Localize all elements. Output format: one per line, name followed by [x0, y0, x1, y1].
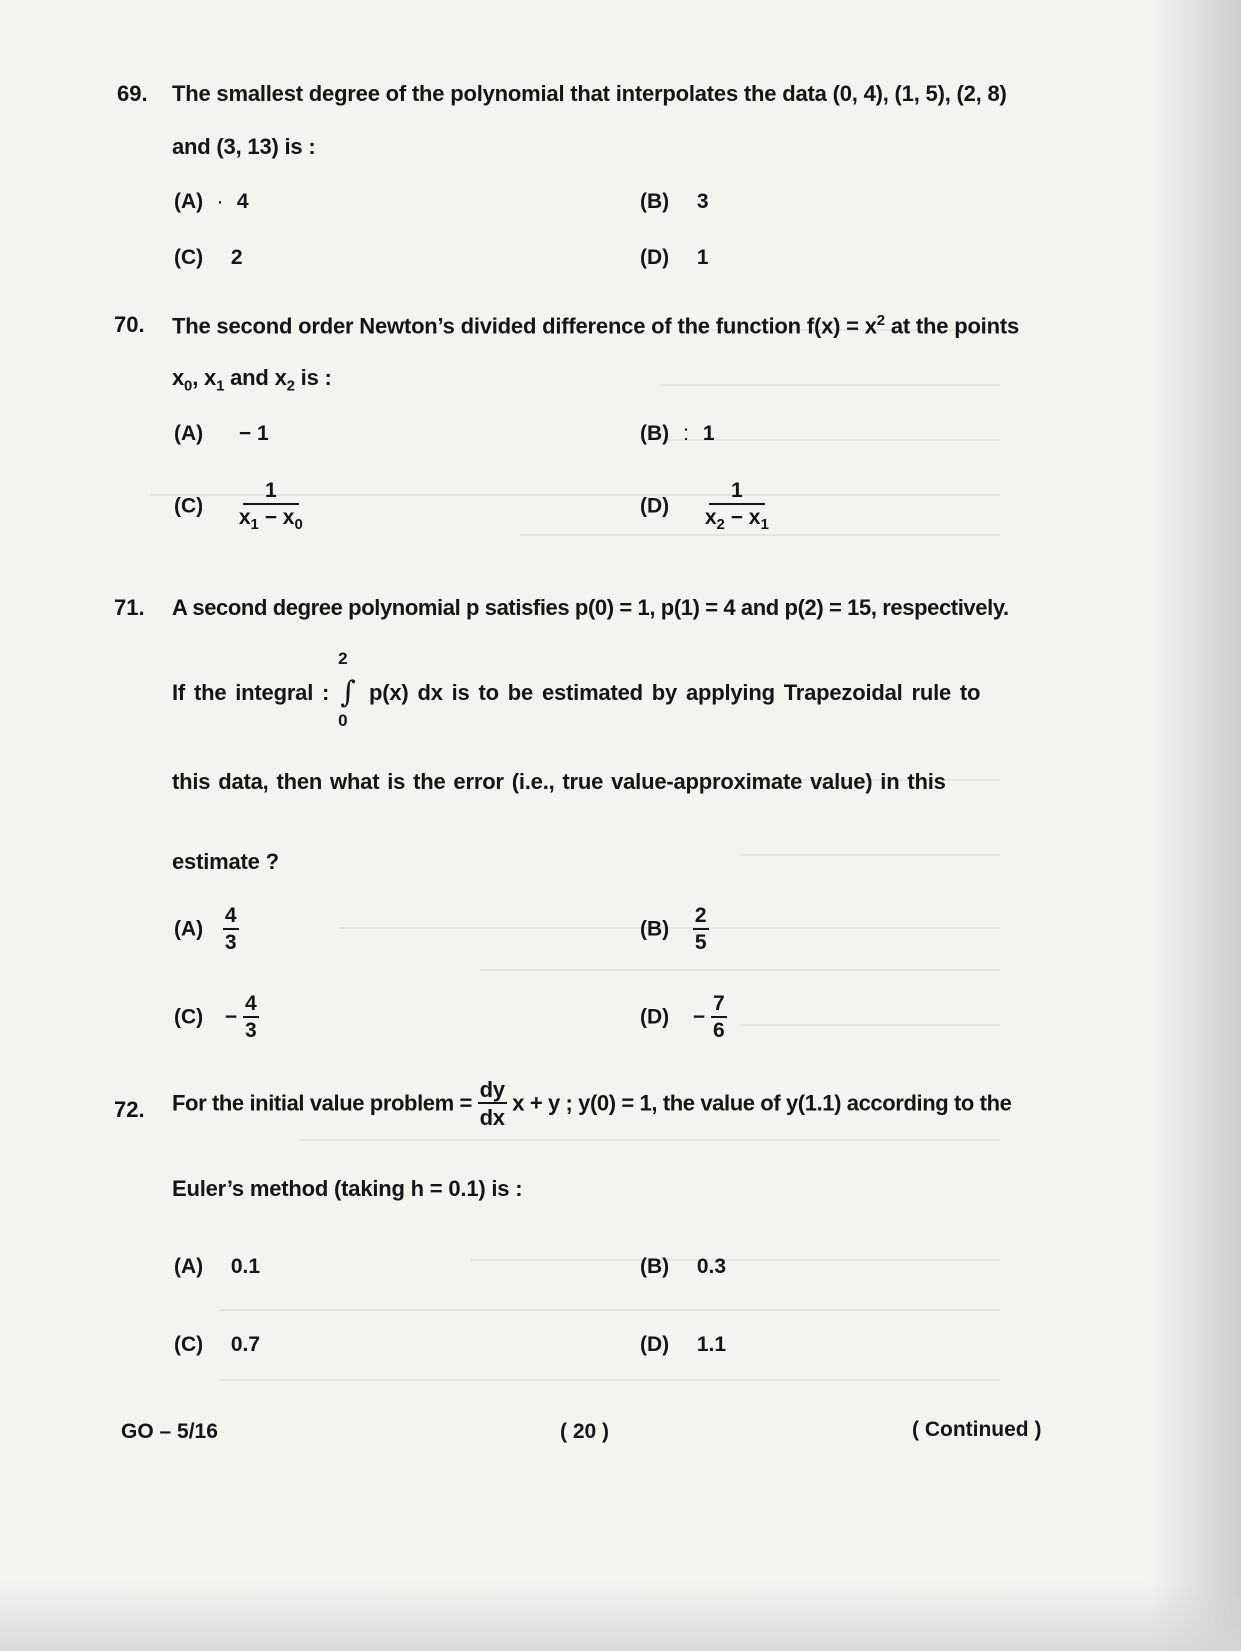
- fraction-numerator: 4: [243, 993, 259, 1018]
- integral-symbol: ∫: [340, 675, 356, 711]
- q72-line1-pre: For the initial value problem =: [172, 1090, 472, 1116]
- question-69-text-line2: and (3, 13) is :: [172, 134, 316, 159]
- option-value: 0.7: [230, 1333, 261, 1356]
- option-value: 2: [230, 246, 243, 269]
- q72-line1-post: x + y ; y(0) = 1, the value of y(1.1) according to the: [512, 1090, 1012, 1116]
- option-value: 0.1: [230, 1255, 261, 1278]
- option-label: (B): [640, 422, 670, 445]
- option-label: (D): [640, 494, 670, 518]
- question-71-text-line4: estimate ?: [172, 849, 279, 874]
- option-label: (B): [640, 190, 670, 213]
- den-sub-b: 1: [760, 516, 769, 534]
- option-b-fraction: [693, 905, 709, 954]
- fraction-numerator: 4: [223, 905, 239, 930]
- den-sub-a: 1: [250, 516, 259, 534]
- q70-superscript: 2: [876, 312, 885, 329]
- fraction-numerator: 1: [709, 480, 765, 505]
- fraction-numerator: 1: [243, 480, 299, 505]
- question-71-text-line1: A second degree polynomial p satisfies p(0) = 1, p(1) = 4 and p(2) = 15, respectively.: [172, 595, 1009, 620]
- question-69-text-line1: The smallest degree of the polynomial that interpolates the data (0, 4), (1, 5), (2, 8): [172, 81, 1007, 106]
- fraction-numerator: dy: [478, 1078, 507, 1104]
- option-label: (A): [174, 190, 204, 213]
- question-70-option-d: [640, 480, 771, 533]
- option-value: 4: [236, 190, 249, 213]
- fraction-denominator: 6: [712, 1019, 725, 1043]
- question-72-text-line2: Euler’s method (taking h = 0.1) is :: [172, 1176, 523, 1201]
- question-72-number: 72.: [114, 1097, 145, 1122]
- question-71-option-c: [174, 993, 259, 1042]
- q70-x2-sub: 2: [286, 377, 295, 395]
- den-op: − x: [724, 506, 761, 530]
- option-label: (D): [640, 1005, 670, 1029]
- q70-line1-end: at the points: [884, 313, 1019, 339]
- option-label: (B): [640, 1255, 670, 1278]
- question-72-text-line1: [172, 1078, 1011, 1129]
- question-71-option-a: [174, 905, 239, 954]
- den-op: − x: [258, 506, 295, 530]
- question-72-option-b: [640, 1255, 726, 1279]
- q70-sep2: and x: [224, 365, 287, 390]
- option-c-fraction: [237, 480, 305, 533]
- question-71-option-d: [640, 993, 727, 1042]
- question-71-text-line3: this data, then what is the error (i.e., true value-approximate value) in this: [172, 769, 946, 794]
- q70-line2-end: is :: [294, 365, 332, 390]
- den-sub-a: 2: [716, 516, 725, 534]
- integral-upper-limit: 2: [338, 649, 348, 669]
- option-label: (A): [174, 1255, 204, 1278]
- fraction-denominator: dx: [479, 1105, 505, 1131]
- question-71-text-line2: [172, 649, 981, 731]
- footer-page-number: ( 20 ): [560, 1420, 610, 1443]
- question-69-option-c: [174, 246, 243, 270]
- den-term-a: x: [238, 506, 251, 530]
- option-c-fraction: [243, 993, 259, 1042]
- fraction-numerator: 7: [711, 993, 727, 1018]
- footer-continued: ( Continued ): [912, 1418, 1042, 1441]
- q71-line2-post: p(x) dx is to be estimated by applying Trapezoidal rule to: [369, 680, 981, 705]
- q70-x0-sub: 0: [184, 377, 193, 395]
- option-a-fraction: [223, 905, 239, 954]
- fraction-denominator: 3: [244, 1019, 257, 1043]
- fraction-numerator: 2: [693, 905, 709, 930]
- fraction-denominator: [703, 505, 771, 533]
- question-70-option-b: (B) : 1: [640, 422, 715, 445]
- option-label: (C): [174, 1005, 204, 1029]
- q70-x0: x: [172, 365, 185, 390]
- option-sign: −: [692, 1005, 706, 1029]
- option-label: (C): [174, 494, 204, 518]
- integral-lower-limit: 0: [338, 711, 348, 731]
- question-71-number: 71.: [114, 595, 145, 620]
- footer-code: GO – 5/16: [121, 1420, 218, 1443]
- option-label: (A): [174, 917, 204, 941]
- option-d-fraction: [711, 993, 727, 1042]
- option-label: (C): [174, 246, 204, 269]
- question-70-number: 70.: [114, 312, 145, 337]
- den-term-a: x: [704, 506, 717, 530]
- option-label: (B): [640, 917, 670, 941]
- option-label: (D): [640, 246, 670, 269]
- question-69-option-b: [640, 190, 709, 214]
- question-69-number: 69.: [117, 81, 148, 106]
- option-value: 1.1: [696, 1333, 727, 1356]
- question-70-option-a: [174, 422, 269, 446]
- option-value: 3: [696, 190, 709, 213]
- q70-line1-text: The second order Newton’s divided difference of the function f(x) = x: [172, 313, 877, 339]
- question-71-option-b: [640, 905, 709, 954]
- option-value: 1: [702, 422, 715, 445]
- option-value: 1: [696, 246, 709, 269]
- question-70-text-line1: [172, 312, 1019, 339]
- option-sign: −: [224, 1005, 238, 1029]
- option-value: 0.3: [696, 1255, 727, 1278]
- question-72-option-a: [174, 1255, 260, 1279]
- q70-x1-sub: 1: [216, 377, 225, 395]
- den-sub-b: 0: [294, 516, 303, 534]
- question-69-option-d: [640, 246, 709, 270]
- option-value: − 1: [238, 422, 269, 445]
- dy-dx-fraction: [478, 1078, 507, 1129]
- question-72-option-d: [640, 1333, 726, 1357]
- q71-line2-pre: If the integral :: [172, 680, 330, 705]
- fraction-denominator: 3: [224, 931, 237, 955]
- option-label: (D): [640, 1333, 670, 1356]
- question-70-option-c: [174, 480, 305, 533]
- integral-sign: [338, 649, 360, 731]
- question-72-option-c: [174, 1333, 260, 1357]
- question-69-option-a: (A) · 4: [174, 190, 249, 213]
- option-label: (A): [174, 422, 204, 445]
- option-d-fraction: [703, 480, 771, 533]
- fraction-denominator: [237, 505, 305, 533]
- option-label: (C): [174, 1333, 204, 1356]
- q70-sep1: , x: [192, 365, 217, 390]
- fraction-denominator: 5: [694, 931, 707, 955]
- question-70-text-line2: [172, 365, 332, 394]
